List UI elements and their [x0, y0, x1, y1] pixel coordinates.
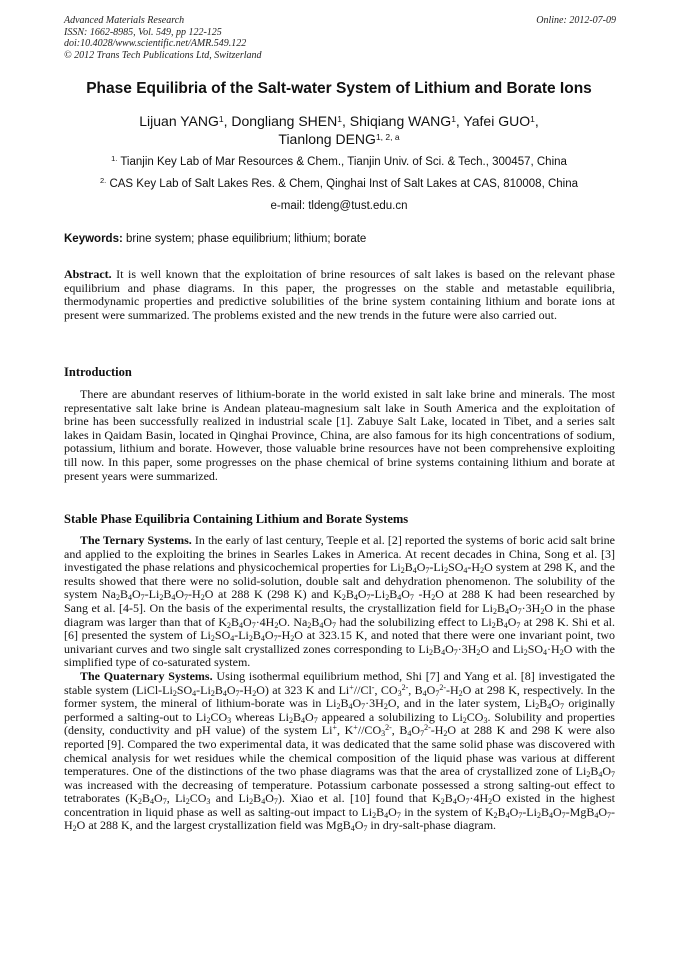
- introduction-heading: Introduction: [64, 365, 132, 379]
- ternary-systems-paragraph: The Ternary Systems. In the early of last century, Teeple et al. [2] reported the systems of boric acid salt brine and applied to the exploiting the brines in Searles Lakes in America. At recent decades in China, Song et al. [3] investigated the phase relations and physicochemical properties for $Li_2B_4O_7-Li_2SO_4-H_2O$ system at 298 K, and the results showed that there were no solid-solution, double salt and dehydration phenomenon. The solubility of the system $Na_2B_4O_7-Li_2B_4O_7-H_2O$ at 288 K (298 K) and $K_2B_4O_7-Li_2B_4O_7$ $-H_2O$ at 288 K had been researched by Sang et al. [4-5]. On the basis of the experimental results, the crystallization field for $Li_2B_4O_7\cdot 3H_2O$ in the phase diagram was larger than that of $K_2B_4O_7\cdot 4H_2O$. $Na_2B_4O_7$ had the solubilizing effect to $Li_2B_4O_7$ at 298 K. Shi et al. [6] presented the system of $Li_2SO_4-Li_2B_4O_7-H_2O$ at 323.15 K, and noted that there were one invariant point, two univariant curves and two single salt crystallized zones corresponding to $Li_2B_4O_7\cdot 3H_2O$ and $Li_2SO_4\cdot H_2O$ with the simplified type of co-saturated system. The Quaternary Systems. Using isothermal equilibrium method, Shi [7] and Yang et al. [8] investigated the stable system $(LiCl-Li_2SO_4-Li_2B_4O_7-H_2O)$ at 323 K and Li+//Cl-, $CO_3^{2-}$, $B_4O_7^{2-}-H_2O$ at 298 K, respectively. In the former system, the mineral of lithium-borate was in $Li_2B_4O_7\cdot 3H_2O$, and in the later system, $Li_2B_4O_7$ originally performed a salting-out to $Li_2CO_3$ whereas $Li_2B_4O_7$ appeared a solubilizing to $Li_2CO_3$. Solubility and properties (density, conductivity and pH value) of the system Li+, $K^+//CO_3^{2-}$, $B_4O_7^{2-}-H_2O$ at 288 K and 298 K were also reported [9]. Compared the two experimental data, it was dedicated that the same solid phase was discovered with chemical analysis for wet residues while the chemical composition of the liquid phase was various at different temperatures. One of the distinctions of the two phase diagrams was that the area of crystallized zone of $Li_2B_4O_7$ was increased with the decreasing of temperature. Potassium carbonate possessed a strong salting-out effect to tetraborates ($K_2B_4O_7$, $Li_2CO_3$ and $Li_2B_4O_7$). Xiao et al. [10] found that $K_2B_4O_7\cdot 4H_2O$ existed in the highest concentration in liquid phase as well as salting-out impact to $Li_2B_4O_7$ in the system of $K_2B_4O_7-Li_2B_4O_7-MgB_4O_7-H_2O$ at 288 K, and the largest crystallization field was $MgB_4O_7$ in dry-salt-phase diagram.: [64, 533, 616, 834]
- quaternary-label: The Quaternary Systems.: [80, 668, 213, 683]
- doi-line: doi:10.4028/www.scientific.net/AMR.549.122: [64, 38, 247, 49]
- affiliation-2: $^{2.}$ CAS Key Lab of Salt Lakes Res. & Chem, Qinghai Inst of Salt Lakes at CAS, 810008, China: [99, 176, 579, 190]
- abstract: [64, 268, 615, 322]
- paper-title: Phase Equilibria of the Salt-water System of Lithium and Borate Ions: [86, 80, 592, 97]
- section-heading-stable-equilibria: Stable Phase Equilibria Containing Lithium and Borate Systems: [64, 512, 409, 526]
- journal-name: Advanced Materials Research: [64, 15, 185, 26]
- authors-line-1: Lijuan YANG$^1$, Dongliang SHEN$^1$, Shiqiang WANG$^1$, Yafei GUO$^1$,: [139, 113, 539, 129]
- authors-line-2: Tianlong DENG$^{1, 2, a}$: [278, 131, 400, 147]
- affiliation-1: $^{1.}$ Tianjin Key Lab of Mar Resources & Chem., Tianjin Univ. of Sci. & Tech., 300457, China: [111, 154, 567, 168]
- ternary-label: The Ternary Systems.: [80, 533, 192, 547]
- online-date: Online: 2012-07-09: [536, 15, 616, 26]
- email-line: e-mail: tldeng@tust.edu.cn: [270, 200, 408, 212]
- introduction-text: There are abundant reserves of lithium-borate in the world existed in salt lake brine and minerals. The most representative salt lake brine is Andean plateau-magnesium salt lake in South America and the exploitation of brine has been successfully realized in industrial scale [1]. Zabuye Salt Lake, located in Tibet, and a series salt lakes in Qaidam Basin, located in Qinghai Province, China, are also famous for its high concentrations of sodium, potassium, lithium and borate. However, those valuable brine resources have not been comprehensive exploiting till now. In this paper, some progresses on the phase chemical of brine systems containing lithium and borate at present years were summarized.: [64, 387, 615, 483]
- journal-header: [64, 15, 616, 61]
- quaternary-systems-paragraph: The Quaternary Systems. Using isothermal equilibrium method, Shi [7] and Yang et al. [8] investigated the stable system $(LiCl-Li_2SO_4-Li_2B_4O_7-H_2O)$ at 323 K and Li+//Cl-, $CO_3^{2-}$, $B_4O_7^{2-}-H_2O$ at 298 K, respectively. In the former system, the mineral of lithium-borate was in $Li_2B_4O_7\cdot 3H_2O$, and in the later system, $Li_2B_4O_7$ originally performed a salting-out to $Li_2CO_3$ whereas $Li_2B_4O_7$ appeared a solubilizing to $Li_2CO_3$. Solubility and properties (density, conductivity and pH value) of the system Li+, $K^+//CO_3^{2-}$, $B_4O_7^{2-}-H_2O$ at 288 K and 298 K were also reported [9]. Compared the two experimental data, it was dedicated that the same solid phase was discovered with chemical analysis for wet residues while the chemical composition of the liquid phase was various at different temperatures. One of the distinctions of the two phase diagrams was that the area of crystallized zone of $Li_2B_4O_7$ was increased with the decreasing of temperature. Potassium carbonate possessed a strong salting-out effect to tetraborates ($K_2B_4O_7$, $Li_2CO_3$ and $Li_2B_4O_7$). Xiao et al. [10] found that $K_2B_4O_7\cdot 4H_2O$ existed in the highest concentration in liquid phase as well as salting-out impact to $Li_2B_4O_7$ in the system of $K_2B_4O_7-Li_2B_4O_7-MgB_4O_7-H_2O$ at 288 K, and the largest crystallization field was $MgB_4O_7$ in dry-salt-phase diagram.: [64, 668, 616, 834]
- keywords: [64, 233, 616, 245]
- issn-line: ISSN: 1662-8985, Vol. 549, pp 122-125: [64, 26, 222, 38]
- copyright-line: © 2012 Trans Tech Publications Ltd, Switzerland: [64, 49, 262, 61]
- keywords-label: Keywords:: [64, 233, 123, 245]
- abstract-label: Abstract.: [64, 267, 112, 281]
- abstract-text: It is well known that the exploitation of brine resources of salt lakes is based on the relevant phase equilibrium and phase diagrams. In this paper, the progresses on the stable and metastable equilibria, thermodynamic properties and predictive solubilities of the brine system containing lithium and borate ions at present were summarized. The problems existed and the new trends in the future were also carried out.: [64, 267, 615, 322]
- author-list: [60, 112, 618, 148]
- introduction-body: [64, 388, 615, 483]
- keywords-text: brine system; phase equilibrium; lithium; borate: [126, 233, 367, 245]
